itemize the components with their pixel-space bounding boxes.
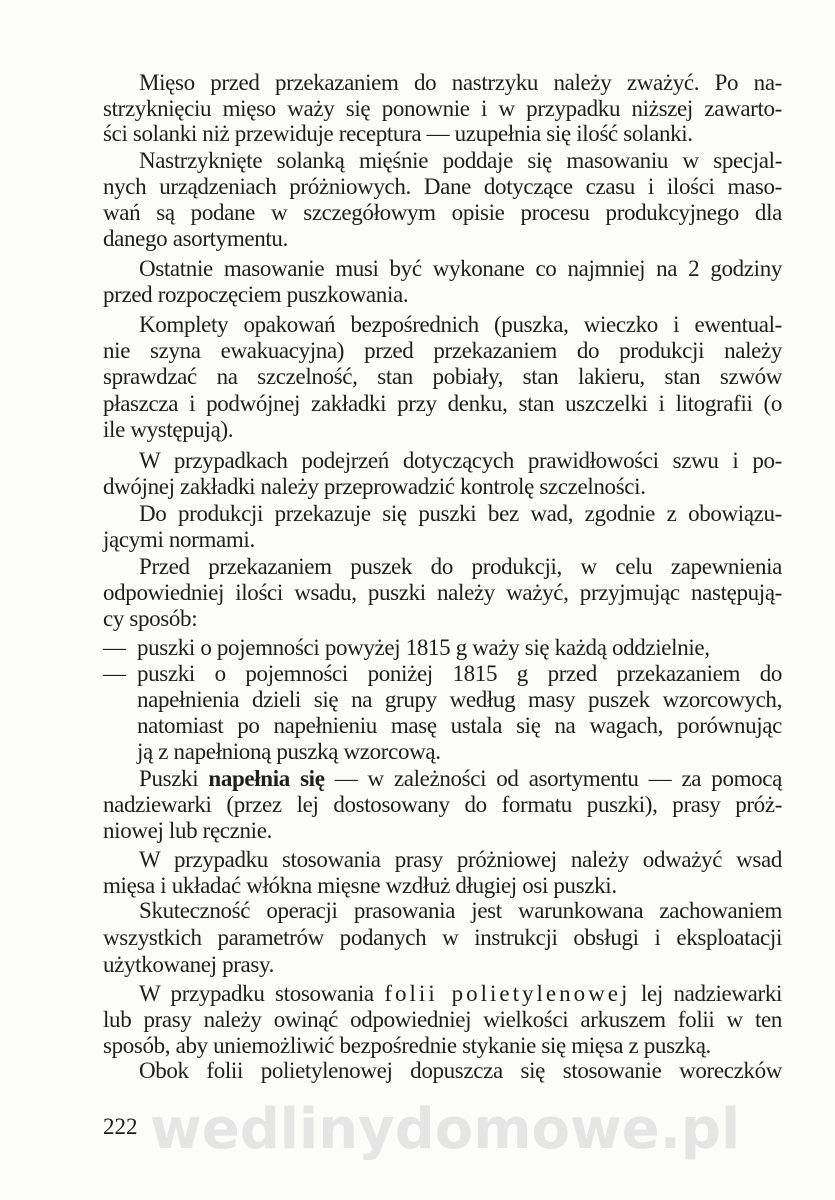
text-segment: niowej lub ręcznie. xyxy=(103,818,272,843)
text-segment: wań są podane w szczegółowym opisie procesu produkcyjnego dla xyxy=(103,200,782,225)
paragraph-line xyxy=(103,417,782,443)
paragraph-line xyxy=(103,606,782,632)
text-segment: — w zależności od asortymentu — za pomocą xyxy=(324,766,782,791)
list-item-line xyxy=(137,687,782,713)
paragraph-line xyxy=(103,925,782,951)
paragraph-line xyxy=(139,501,782,527)
text-segment: użytkowanej prasy. xyxy=(103,952,275,977)
paragraph-line xyxy=(103,226,782,252)
list-item-line xyxy=(103,635,782,661)
paragraph-line xyxy=(139,256,782,282)
paragraph-line xyxy=(103,391,782,417)
paragraph-line xyxy=(103,580,782,606)
list-item-line xyxy=(137,739,782,765)
paragraph-line xyxy=(103,96,782,122)
text-segment: dwójnej zakładki należy przeprowadzić kontrolę szczelności. xyxy=(103,474,646,499)
text-segment: sposób, aby uniemożliwić bezpośrednie stykanie się mięsa z puszką. xyxy=(103,1033,711,1058)
text-segment: puszki o pojemności powyżej 1815 g waży się każdą oddzielnie, xyxy=(137,635,710,660)
text-segment: mięsa i układać włókna mięsne wzdłuż długiej osi puszki. xyxy=(103,873,617,898)
paragraph-line xyxy=(139,554,782,580)
text-segment: nadziewarki (przez lej dostosowany do formatu puszki), prasy próż- xyxy=(103,792,782,817)
paragraph-line xyxy=(103,174,782,200)
text-segment: Mięso przed przekazaniem do nastrzyku należy zważyć. Po na- xyxy=(139,70,782,95)
paragraph-line xyxy=(103,792,782,818)
paragraph-line xyxy=(103,338,782,364)
paragraph-line xyxy=(139,312,782,338)
paragraph-line xyxy=(103,818,782,844)
text-segment: wszystkich parametrów podanych w instrukcji obsługi i eksploatacji xyxy=(103,925,782,950)
list-item-line xyxy=(137,713,782,739)
text-segment: puszki o pojemności poniżej 1815 g przed przekazaniem do xyxy=(137,661,782,686)
text-segment: Ostatnie masowanie musi być wykonane co najmniej na 2 godziny xyxy=(139,256,782,281)
text-segment: nych urządzeniach próżniowych. Dane dotyczące czasu i ilości maso- xyxy=(103,174,782,199)
paragraph-line xyxy=(139,148,782,174)
text-segment: danego asortymentu. xyxy=(103,226,288,251)
paragraph-line xyxy=(139,847,782,873)
text-segment: ją z napełnioną puszką wzorcową. xyxy=(137,739,441,764)
text-segment: W przypadku stosowania xyxy=(139,981,385,1006)
paragraph-line xyxy=(103,873,782,899)
text-segment: nie szyna ewakuacyjna) przed przekazaniem do produkcji należy xyxy=(103,338,782,363)
list-bullet: — xyxy=(103,661,126,686)
text-segment: Obok folii polietylenowej dopuszcza się stosowanie woreczków xyxy=(139,1058,782,1083)
text-segment: lej nadziewarki xyxy=(630,981,783,1006)
text-segment: Nastrzyknięte solanką mięśnie poddaje się masowaniu w specjal- xyxy=(139,148,782,173)
paragraph-line xyxy=(139,766,782,792)
text-segment: natomiast po napełnieniu masę ustala się na wagach, porównując xyxy=(137,713,782,738)
paragraph-line xyxy=(103,527,782,553)
text-segment: płaszcza i podwójnej zakładki przy denku, stan uszczelki i litografii (o xyxy=(103,391,782,416)
bold-term: napełnia się xyxy=(208,766,325,791)
text-segment: odpowiedniej ilości wsadu, puszki należy ważyć, przyjmując następują- xyxy=(103,580,782,605)
paragraph-line xyxy=(139,70,782,96)
paragraph-line xyxy=(103,364,782,390)
text-segment: sprawdzać na szczelność, stan pobiały, stan lakieru, stan szwów xyxy=(103,364,782,389)
paragraph-line xyxy=(103,282,782,308)
text-segment: W przypadkach podejrzeń dotyczących prawidłowości szwu i po- xyxy=(139,448,782,473)
text-segment: Komplety opakowań bezpośrednich (puszka, wieczko i ewentual- xyxy=(139,312,782,337)
text-segment: Do produkcji przekazuje się puszki bez wad, zgodnie z obowiązu- xyxy=(139,501,782,526)
text-segment: strzyknięciu mięso waży się ponownie i w przypadku niższej zawarto- xyxy=(103,96,782,121)
list-item-line xyxy=(103,661,782,687)
paragraph-line xyxy=(103,200,782,226)
paragraph-line xyxy=(103,1007,782,1033)
list-bullet: — xyxy=(103,635,126,660)
paragraph-line xyxy=(103,121,782,147)
text-segment: jącymi normami. xyxy=(103,527,255,552)
text-segment: Przed przekazaniem puszek do produkcji, w celu zapewnienia xyxy=(139,554,782,579)
paragraph-line xyxy=(139,448,782,474)
text-segment: Puszki xyxy=(139,766,209,791)
text-segment: ści solanki niż przewiduje receptura — uzupełnia się ilość solanki. xyxy=(103,121,693,146)
text-segment: napełnienia dzieli się na grupy według masy puszek wzorcowych, xyxy=(137,687,782,712)
page-number: 222 xyxy=(103,1114,138,1139)
text-segment: ile występują). xyxy=(103,417,234,442)
text-segment: lub prasy należy owinąć odpowiedniej wielkości arkuszem folii w ten xyxy=(103,1007,782,1032)
paragraph-line xyxy=(139,898,782,924)
paragraph-line xyxy=(139,981,782,1007)
paragraph-line xyxy=(139,1058,782,1084)
text-segment: cy sposób: xyxy=(103,606,198,631)
text-segment: przed rozpoczęciem puszkowania. xyxy=(103,282,409,307)
watermark: wedlinydomowe.pl xyxy=(150,1097,741,1162)
paragraph-line xyxy=(103,1033,782,1059)
spaced-term: folii polietylenowej xyxy=(384,981,631,1006)
paragraph-line xyxy=(103,952,782,978)
text-segment: Skuteczność operacji prasowania jest warunkowana zachowaniem xyxy=(139,898,782,923)
text-segment: W przypadku stosowania prasy próżniowej należy odważyć wsad xyxy=(139,847,782,872)
paragraph-line xyxy=(103,474,782,500)
